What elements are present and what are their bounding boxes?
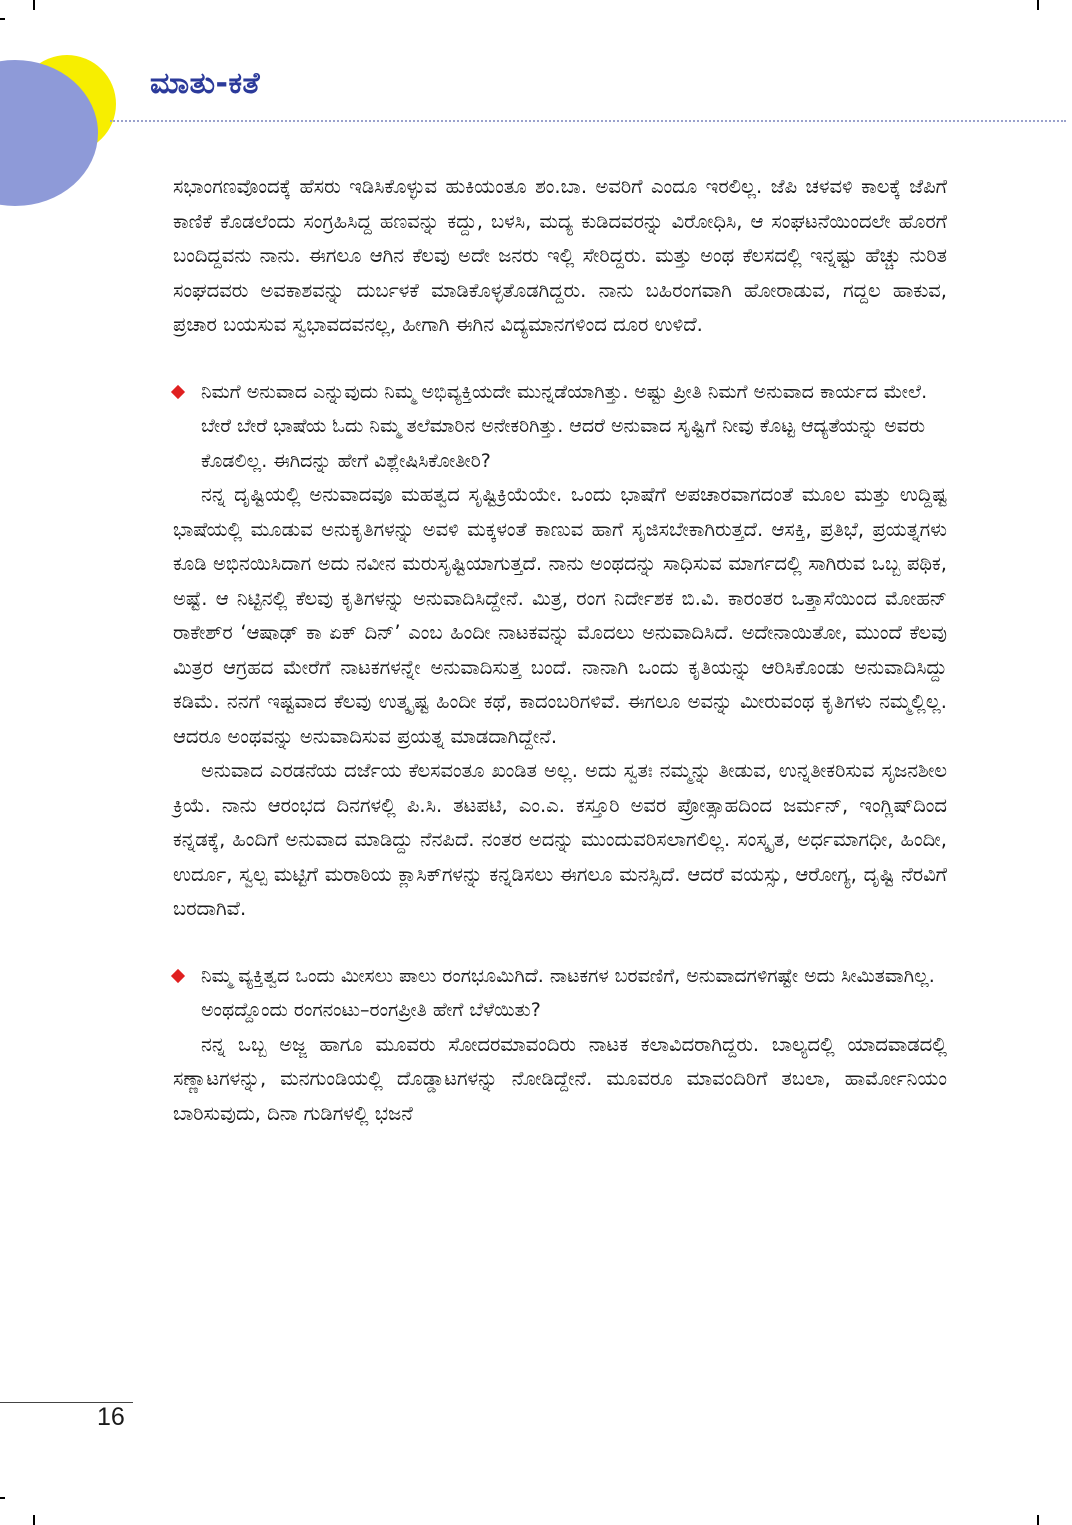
- page-number: 16: [97, 1403, 125, 1431]
- section-title: ಮಾತು-ಕತೆ: [150, 66, 261, 101]
- question-2-text: ನಿಮ್ಮ ವ್ಯಕ್ತಿತ್ವದ ಒಂದು ಮೀಸಲು ಪಾಲು ರಂಗಭೂಮಿಗಿದೆ. ನಾಟಕಗಳ ಬರವಣಿಗೆ, ಅನುವಾದಗಳಿಗಷ್ಟೇ ಅದು ಸೀಮಿತವಾಗಿಲ್ಲ. ಅಂಥದ್ದೊಂದು ರಂಗನಂಟು–ರಂಗಪ್ರೀತಿ ಹೇಗೆ ಬೆಳೆಯಿತು?: [201, 964, 935, 1021]
- crop-mark-left-upper: [0, 18, 5, 20]
- question-2: [173, 959, 947, 1028]
- question-1-text: ನಿಮಗೆ ಅನುವಾದ ಎನ್ನುವುದು ನಿಮ್ಮ ಅಭಿವ್ಯಕ್ತಿಯದೇ ಮುನ್ನಡೆಯಾಗಿತ್ತು. ಅಷ್ಟು ಪ್ರೀತಿ ನಿಮಗೆ ಅನುವಾದ ಕಾರ್ಯದ ಮೇಲೆ. ಬೇರೆ ಬೇರೆ ಭಾಷೆಯ ಓದು ನಿಮ್ಮ ತಲೆಮಾರಿನ ಅನೇಕರಿಗಿತ್ತು. ಆದರೆ ಅನುವಾದ ಸೃಷ್ಟಿಗೆ ನೀವು ಕೊಟ್ಟ ಆದ್ಯತೆಯನ್ನು ಅವರು ಕೊಡಲಿಲ್ಲ. ಈಗಿದನ್ನು ಹೇಗೆ ವಿಶ್ಲೇಷಿಸಿಕೋತೀರಿ?: [201, 380, 928, 472]
- header-dotted-rule: [110, 120, 1066, 122]
- crop-mark-bottom-left: [33, 1515, 35, 1525]
- article-body: [173, 170, 947, 1131]
- crop-mark-left-lower: [0, 1497, 5, 1499]
- question-1: [173, 375, 947, 479]
- crop-mark-top-right: [1037, 0, 1039, 10]
- answer-1-paragraph-1: ನನ್ನ ದೃಷ್ಟಿಯಲ್ಲಿ ಅನುವಾದವೂ ಮಹತ್ವದ ಸೃಷ್ಟಿಕ್ರಿಯೆಯೇ. ಒಂದು ಭಾಷೆಗೆ ಅಪಚಾರವಾಗದಂತೆ ಮೂಲ ಮತ್ತು ಉದ್ದಿಷ್ಟ ಭಾಷೆಯಲ್ಲಿ ಮೂಡುವ ಅನುಕೃತಿಗಳನ್ನು ಅವಳಿ ಮಕ್ಕಳಂತೆ ಕಾಣುವ ಹಾಗೆ ಸೃಜಿಸಬೇಕಾಗಿರುತ್ತದೆ. ಆಸಕ್ತಿ, ಪ್ರತಿಭೆ, ಪ್ರಯತ್ನಗಳು ಕೂಡಿ ಅಭಿನಯಿಸಿದಾಗ ಅದು ನವೀನ ಮರುಸೃಷ್ಟಿಯಾಗುತ್ತದೆ. ನಾನು ಅಂಥದನ್ನು ಸಾಧಿಸುವ ಮಾರ್ಗದಲ್ಲಿ ಸಾಗಿರುವ ಒಬ್ಬ ಪಥಿಕ, ಅಷ್ಟೆ. ಆ ನಿಟ್ಟಿನಲ್ಲಿ ಕೆಲವು ಕೃತಿಗಳನ್ನು ಅನುವಾದಿಸಿದ್ದೇನೆ. ಮಿತ್ರ, ರಂಗ ನಿರ್ದೇಶಕ ಬಿ.ವಿ. ಕಾರಂತರ ಒತ್ತಾಸೆಯಿಂದ ಮೋಹನ್ ರಾಕೇಶ್‌ರ ‘ಆಷಾಢ್ ಕಾ ಏಕ್ ದಿನ್’ ಎಂಬ ಹಿಂದೀ ನಾಟಕವನ್ನು ಮೊದಲು ಅನುವಾದಿಸಿದೆ. ಅದೇನಾಯಿತೋ, ಮುಂದೆ ಕೆಲವು ಮಿತ್ರರ ಆಗ್ರಹದ ಮೇರೆಗೆ ನಾಟಕಗಳನ್ನೇ ಅನುವಾದಿಸುತ್ತ ಬಂದೆ. ನಾನಾಗಿ ಒಂದು ಕೃತಿಯನ್ನು ಆರಿಸಿಕೊಂಡು ಅನುವಾದಿಸಿದ್ದು ಕಡಿಮೆ. ನನಗೆ ಇಷ್ಟವಾದ ಕೆಲವು ಉತ್ಕೃಷ್ಟ ಹಿಂದೀ ಕಥೆ, ಕಾದಂಬರಿಗಳಿವೆ. ಈಗಲೂ ಅವನ್ನು ಮೀರುವಂಥ ಕೃತಿಗಳು ನಮ್ಮಲ್ಲಿಲ್ಲ. ಆದರೂ ಅಂಥವನ್ನು ಅನುವಾದಿಸುವ ಪ್ರಯತ್ನ ಮಾಡದಾಗಿದ್ದೇನೆ.: [173, 483, 947, 748]
- answer-2-paragraph: ನನ್ನ ಒಬ್ಬ ಅಜ್ಜ ಹಾಗೂ ಮೂವರು ಸೋದರಮಾವಂದಿರು ನಾಟಕ ಕಲಾವಿದರಾಗಿದ್ದರು. ಬಾಲ್ಯದಲ್ಲಿ ಯಾದವಾಡದಲ್ಲಿ ಸಣ್ಣಾಟಗಳನ್ನು, ಮನಗುಂಡಿಯಲ್ಲಿ ದೊಡ್ಡಾಟಗಳನ್ನು ನೋಡಿದ್ದೇನೆ. ಮೂವರೂ ಮಾವಂದಿರಿಗೆ ತಬಲಾ, ಹಾರ್ಮೋನಿಯಂ ಬಾರಿಸುವುದು, ದಿನಾ ಗುಡಿಗಳಲ್ಲಿ ಭಜನೆ: [173, 1032, 947, 1125]
- answer-1-paragraph-2: ಅನುವಾದ ಎರಡನೆಯ ದರ್ಜೆಯ ಕೆಲಸವಂತೂ ಖಂಡಿತ ಅಲ್ಲ. ಅದು ಸ್ವತಃ ನಮ್ಮನ್ನು ತೀಡುವ, ಉನ್ನತೀಕರಿಸುವ ಸೃಜನಶೀಲ ಕ್ರಿಯೆ. ನಾನು ಆರಂಭದ ದಿನಗಳಲ್ಲಿ ಪಿ.ಸಿ. ತಟಪಟಿ, ಎಂ.ಎ. ಕಸ್ತೂರಿ ಅವರ ಪ್ರೋತ್ಸಾಹದಿಂದ ಜರ್ಮನ್, ಇಂಗ್ಲಿಷ್‌ದಿಂದ ಕನ್ನಡಕ್ಕೆ, ಹಿಂದಿಗೆ ಅನುವಾದ ಮಾಡಿದ್ದು ನೆನಪಿದೆ. ನಂತರ ಅದನ್ನು ಮುಂದುವರಿಸಲಾಗಲಿಲ್ಲ. ಸಂಸ್ಕೃತ, ಅರ್ಧಮಾಗಧೀ, ಹಿಂದೀ, ಉರ್ದೂ, ಸ್ವಲ್ಪ ಮಟ್ಟಿಗೆ ಮರಾಠಿಯ ಕ್ಲಾಸಿಕ್‌ಗಳನ್ನು ಕನ್ನಡಿಸಲು ಈಗಲೂ ಮನಸ್ಸಿದೆ. ಆದರೆ ವಯಸ್ಸು, ಆರೋಗ್ಯ, ದೃಷ್ಟಿ ನೆರವಿಗೆ ಬರದಾಗಿವೆ.: [173, 759, 947, 920]
- crop-mark-bottom-right: [1037, 1515, 1039, 1525]
- diamond-bullet-icon: [171, 384, 185, 398]
- crop-mark-top-left: [33, 0, 35, 10]
- intro-paragraph: ಸಭಾಂಗಣವೊಂದಕ್ಕೆ ಹೆಸರು ಇಡಿಸಿಕೊಳ್ಳುವ ಹುಕಿಯಂತೂ ಶಂ.ಬಾ. ಅವರಿಗೆ ಎಂದೂ ಇರಲಿಲ್ಲ. ಜೆಪಿ ಚಳವಳಿ ಕಾಲಕ್ಕೆ ಜೆಪಿಗೆ ಕಾಣಿಕೆ ಕೊಡಲೆಂದು ಸಂಗ್ರಹಿಸಿದ್ದ ಹಣವನ್ನು ಕದ್ದು, ಬಳಸಿ, ಮದ್ಯ ಕುಡಿದವರನ್ನು ವಿರೋಧಿಸಿ, ಆ ಸಂಘಟನೆಯಿಂದಲೇ ಹೊರಗೆ ಬಂದಿದ್ದವನು ನಾನು. ಈಗಲೂ ಆಗಿನ ಕೆಲವು ಅದೇ ಜನರು ಇಲ್ಲಿ ಸೇರಿದ್ದರು. ಮತ್ತು ಅಂಥ ಕೆಲಸದಲ್ಲಿ ಇನ್ನಷ್ಟು ಹೆಚ್ಚು ನುರಿತ ಸಂಘದವರು ಅವಕಾಶವನ್ನು ದುರ್ಬಳಕೆ ಮಾಡಿಕೊಳ್ಳತೊಡಗಿದ್ದರು. ನಾನು ಬಹಿರಂಗವಾಗಿ ಹೋರಾಡುವ, ಗದ್ದಲ ಹಾಕುವ, ಪ್ರಚಾರ ಬಯಸುವ ಸ್ವಭಾವದವನಲ್ಲ, ಹೀಗಾಗಿ ಈಗಿನ ವಿದ್ಯಮಾನಗಳಿಂದ ದೂರ ಉಳಿದೆ.: [173, 175, 947, 336]
- diamond-bullet-icon: [171, 968, 185, 982]
